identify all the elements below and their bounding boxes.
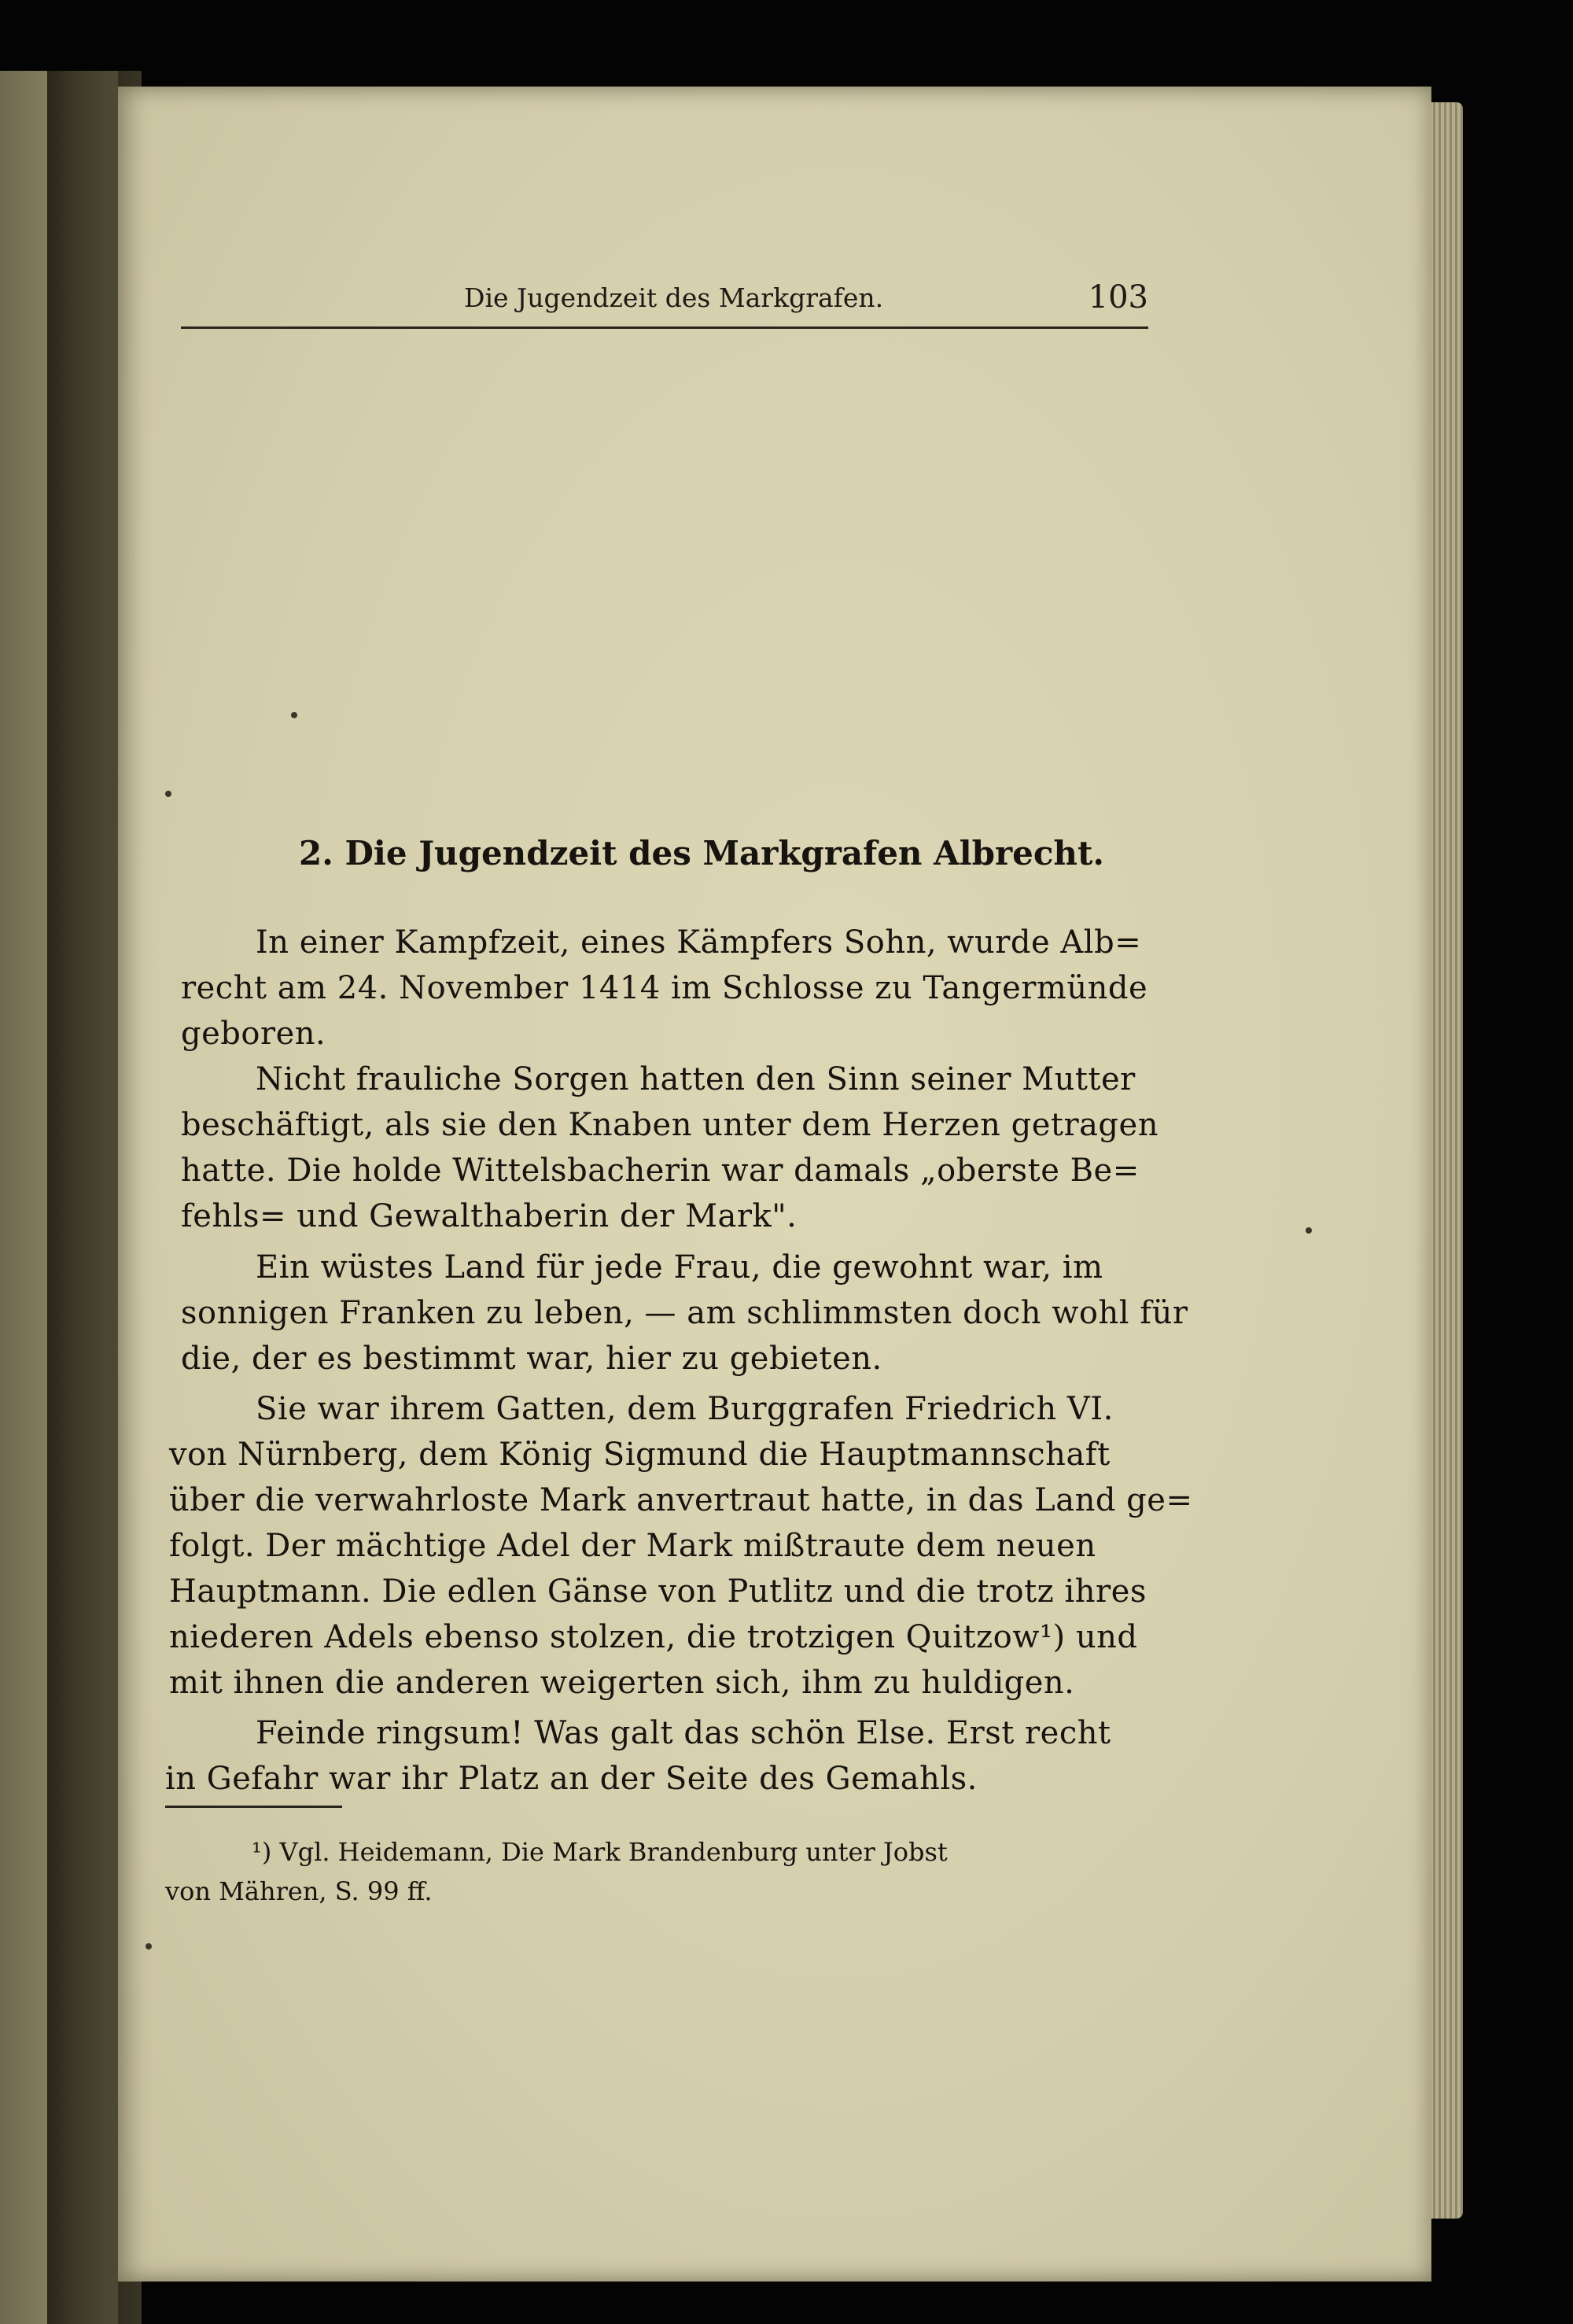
body-line: geboren. xyxy=(181,1016,326,1052)
body-line: Feinde ringsum! Was galt das schön Else. Erst recht xyxy=(256,1715,1111,1751)
body-line: beschäftigt, als sie den Knaben unter dem Herzen getragen xyxy=(181,1107,1159,1143)
body-line: recht am 24. November 1414 im Schlosse zu Tangermünde xyxy=(181,970,1148,1006)
body-line: Ein wüstes Land für jede Frau, die gewohnt war, im xyxy=(256,1249,1103,1286)
paper-speck xyxy=(291,712,297,718)
paper-speck xyxy=(146,1943,152,1950)
body-line: fehls= und Gewalthaberin der Mark". xyxy=(181,1198,798,1234)
body-line: niederen Adels ebenso stolzen, die trotzigen Quitzow¹) und xyxy=(169,1619,1138,1655)
body-line: Hauptmann. Die edlen Gänse von Putlitz und die trotz ihres xyxy=(169,1573,1147,1610)
page-number: 103 xyxy=(1088,279,1148,315)
body-line: In einer Kampfzeit, eines Kämpfers Sohn, wurde Alb= xyxy=(256,924,1142,961)
paper-speck xyxy=(165,791,171,797)
body-line: Nicht frauliche Sorgen hatten den Sinn seiner Mutter xyxy=(256,1061,1136,1097)
running-header xyxy=(181,279,1148,329)
body-line: hatte. Die holde Wittelsbacherin war damals „oberste Be= xyxy=(181,1153,1140,1189)
footnote-line: ¹) Vgl. Heidemann, Die Mark Brandenburg unter Jobst xyxy=(252,1837,948,1867)
body-line: Sie war ihrem Gatten, dem Burggrafen Friedrich VI. xyxy=(256,1391,1114,1427)
body-line: die, der es bestimmt war, hier zu gebieten. xyxy=(181,1341,882,1377)
running-title: Die Jugendzeit des Markgrafen. xyxy=(464,282,884,313)
body-line: von Nürnberg, dem König Sigmund die Hauptmannschaft xyxy=(169,1437,1111,1473)
body-line: folgt. Der mächtige Adel der Mark mißtraute dem neuen xyxy=(169,1528,1096,1564)
body-line: über die verwahrloste Mark anvertraut hatte, in das Land ge= xyxy=(169,1482,1193,1518)
footnote-line: von Mähren, S. 99 ff. xyxy=(165,1876,433,1906)
paper-speck xyxy=(1306,1227,1312,1234)
body-line: mit ihnen die anderen weigerten sich, ihm zu huldigen. xyxy=(169,1665,1075,1701)
body-line: in Gefahr war ihr Platz an der Seite des Gemahls. xyxy=(165,1761,978,1797)
body-line: sonnigen Franken zu leben, — am schlimmsten doch wohl für xyxy=(181,1295,1188,1331)
footnote-rule xyxy=(165,1806,342,1808)
section-heading: 2. Die Jugendzeit des Markgrafen Albrecht. xyxy=(299,834,1104,872)
